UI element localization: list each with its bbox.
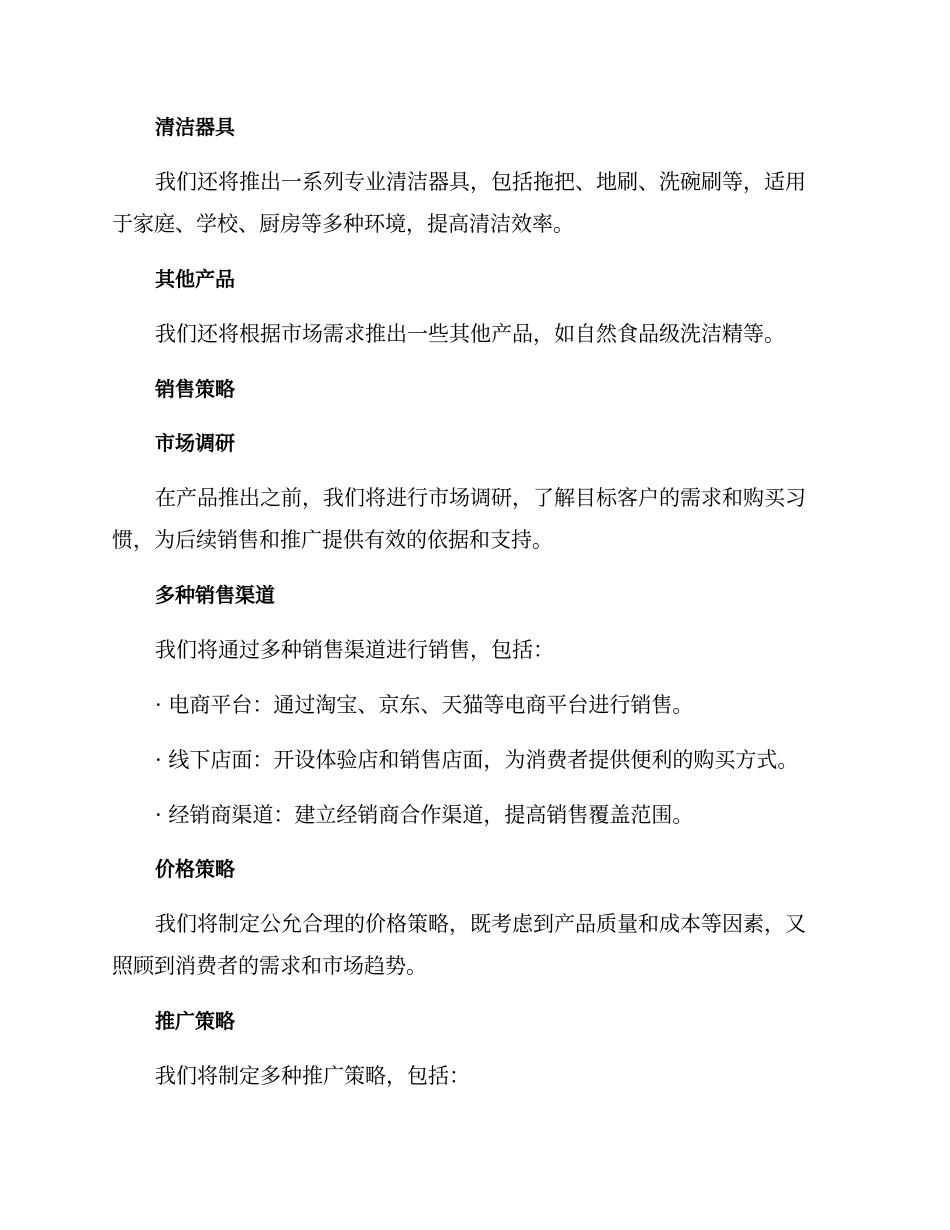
- heading-sales-channels: 多种销售渠道: [155, 583, 275, 607]
- paragraph-promotion: 我们将制定多种推广策略，包括：: [155, 1064, 470, 1088]
- paragraph-market-research-line-1: 在产品推出之前，我们将进行市场调研，了解目标客户的需求和购买习: [155, 486, 806, 510]
- paragraph-market-research-line-2: 惯，为后续销售和推广提供有效的依据和支持。: [112, 528, 553, 552]
- heading-cleaning-tools: 清洁器具: [155, 115, 235, 139]
- heading-market-research: 市场调研: [155, 431, 235, 455]
- list-item-dealer-channel: · 经销商渠道：建立经销商合作渠道，提高销售覆盖范围。: [155, 803, 694, 827]
- list-item-ecommerce: · 电商平台：通过淘宝、京东、天猫等电商平台进行销售。: [155, 693, 694, 717]
- paragraph-sales-channels: 我们将通过多种销售渠道进行销售，包括：: [155, 638, 554, 662]
- paragraph-other-products: 我们还将根据市场需求推出一些其他产品，如自然食品级洗洁精等。: [155, 322, 785, 346]
- paragraph-pricing-line-1: 我们将制定公允合理的价格策略，既考虑到产品质量和成本等因素，又: [155, 912, 806, 936]
- heading-promotion-strategy: 推广策略: [155, 1009, 235, 1033]
- paragraph-cleaning-tools-line-2: 于家庭、学校、厨房等多种环境，提高清洁效率。: [112, 212, 574, 236]
- heading-sales-strategy: 销售策略: [155, 377, 235, 401]
- paragraph-pricing-line-2: 照顾到消费者的需求和市场趋势。: [112, 954, 427, 978]
- heading-pricing-strategy: 价格策略: [155, 857, 235, 881]
- heading-other-products: 其他产品: [155, 267, 235, 291]
- paragraph-cleaning-tools-line-1: 我们还将推出一系列专业清洁器具，包括拖把、地刷、洗碗刷等，适用: [155, 170, 806, 194]
- list-item-offline-stores: · 线下店面：开设体验店和销售店面，为消费者提供便利的购买方式。: [155, 748, 799, 772]
